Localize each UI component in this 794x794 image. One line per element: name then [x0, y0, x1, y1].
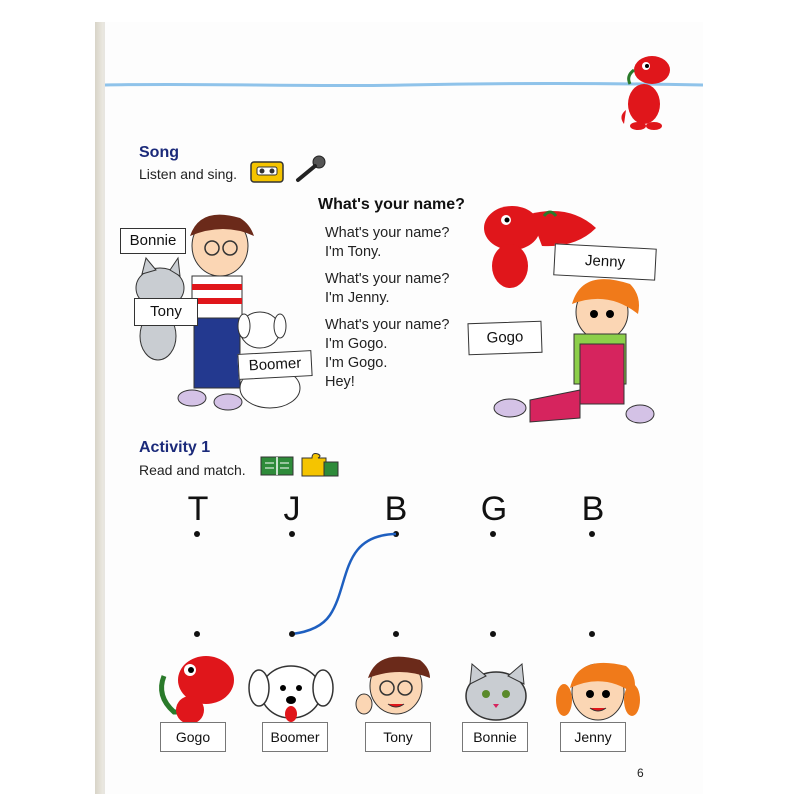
- lyric-verse-1: [325, 224, 449, 262]
- song-heading: Song: [139, 144, 179, 161]
- microphone-icon: [292, 154, 328, 184]
- song-instruction: Listen and sing.: [139, 166, 238, 182]
- bonnie-picture-icon: [458, 660, 538, 726]
- activity-heading: Activity 1: [139, 439, 211, 456]
- sign-tony: Tony: [134, 298, 198, 326]
- header-rule: [105, 82, 703, 88]
- example-match-line: [280, 525, 410, 640]
- gogo-picture-icon: [150, 646, 240, 726]
- lyric-line: Hey!: [325, 374, 355, 390]
- name-box-bonnie: Bonnie: [462, 722, 528, 752]
- lyric-line: I'm Gogo.: [325, 336, 388, 352]
- picture-dot[interactable]: [289, 631, 295, 637]
- lyric-verse-2: [325, 270, 449, 308]
- picture-dot[interactable]: [194, 631, 200, 637]
- name-box-tony: Tony: [365, 722, 431, 752]
- match-letter-3: B: [384, 490, 408, 528]
- sign-gogo: Gogo: [467, 321, 542, 356]
- picture-dot[interactable]: [393, 631, 399, 637]
- puzzle-icon: [300, 452, 340, 478]
- match-letter-5: B: [581, 490, 605, 528]
- match-letter-4: G: [480, 490, 508, 528]
- picture-dot[interactable]: [490, 631, 496, 637]
- letter-dot[interactable]: [589, 531, 595, 537]
- jenny-gogo-illustration: [470, 194, 660, 434]
- name-box-jenny: Jenny: [560, 722, 626, 752]
- book-icon: [260, 455, 294, 477]
- picture-dot[interactable]: [589, 631, 595, 637]
- letter-dot[interactable]: [194, 531, 200, 537]
- tony-picture-icon: [354, 646, 434, 726]
- sign-jenny: Jenny: [553, 243, 657, 280]
- sign-bonnie: Bonnie: [120, 228, 186, 254]
- cassette-icon: [250, 161, 284, 183]
- sign-boomer: Boomer: [237, 350, 312, 380]
- match-letter-1: T: [187, 490, 209, 528]
- name-box-gogo: Gogo: [160, 722, 226, 752]
- lyric-line: What's your name?: [325, 225, 450, 241]
- gogo-mascot-icon: [616, 48, 676, 132]
- jenny-picture-icon: [556, 652, 640, 726]
- lyric-line: What's your name?: [325, 317, 450, 333]
- lyric-line: I'm Tony.: [325, 244, 382, 260]
- match-letter-2: J: [283, 490, 301, 528]
- boomer-picture-icon: [245, 654, 335, 726]
- name-box-boomer: Boomer: [262, 722, 328, 752]
- lyric-line: I'm Jenny.: [325, 290, 390, 306]
- activity-instruction: Read and match.: [139, 462, 246, 478]
- lyric-verse-3: [325, 316, 449, 392]
- lyric-line: What's your name?: [325, 271, 450, 287]
- letter-dot[interactable]: [490, 531, 496, 537]
- page-number: 6: [637, 766, 644, 780]
- song-title: What's your name?: [318, 196, 465, 213]
- lyric-line: I'm Gogo.: [325, 355, 388, 371]
